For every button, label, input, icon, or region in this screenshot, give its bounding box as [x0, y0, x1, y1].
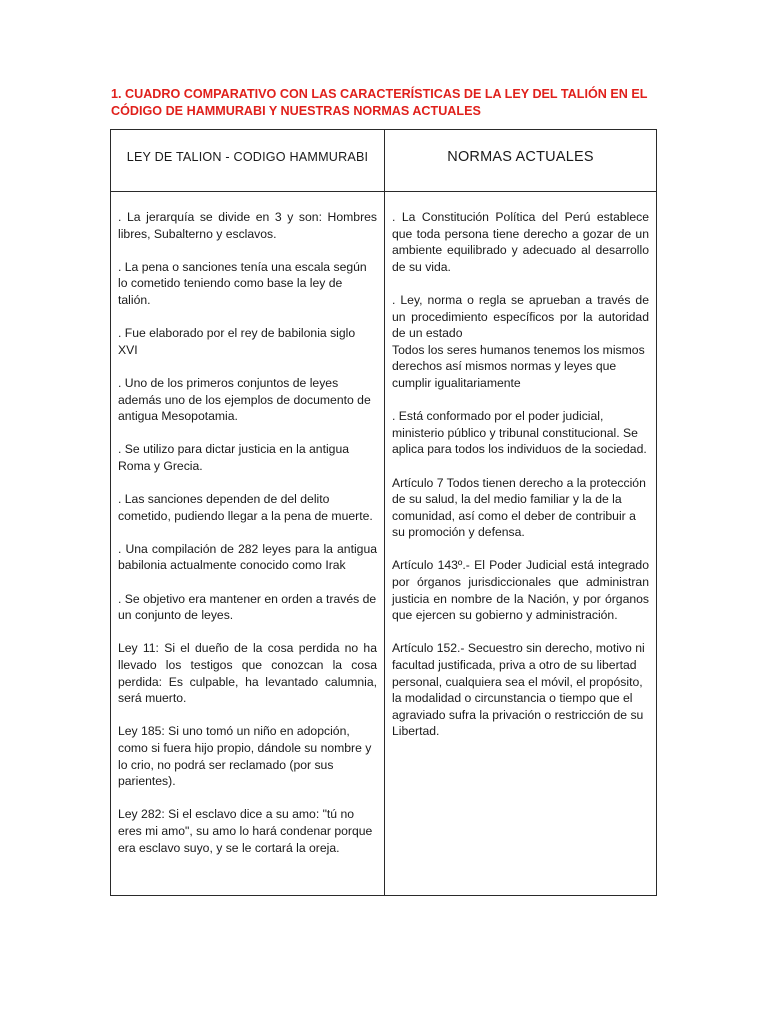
header-normas-actuales: NORMAS ACTUALES — [447, 149, 594, 165]
document-title: 1. CUADRO COMPARATIVO CON LAS CARACTERÍSTICAS DE LA LEY DEL TALIÓN EN EL CÓDIGO DE HAMMURABI Y NUESTRAS NORMAS ACTUALES — [111, 87, 648, 118]
list-item: Artículo 143º.- El Poder Judicial está integrado por órganos jurisdiccionales que administran justicia en nombre de la Nación, y por órganos que ejercen su gobierno y administración. — [392, 558, 649, 623]
list-item: . Fue elaborado por el rey de babilonia siglo XVI — [118, 326, 356, 357]
list-item: . Se utilizo para dictar justicia en la antigua Roma y Grecia. — [118, 442, 350, 473]
list-item: Ley 282: Si el esclavo dice a su amo: "tú no eres mi amo", su amo lo hará condenar porque era esclavo suyo, y se le cortará la oreja. — [118, 807, 373, 855]
column-divider — [384, 130, 385, 895]
list-item: . La jerarquía se divide en 3 y son: Hombres libres, Subalterno y esclavos. — [118, 210, 377, 241]
list-item: . Se objetivo era mantener en orden a través de un conjunto de leyes. — [118, 591, 377, 623]
column-normas-actuales — [392, 209, 649, 740]
list-item: Artículo 152.- Secuestro sin derecho, motivo ni facultad justificada, priva a otro de su libertad personal, cualquiera sea el móvil, el propósito, la modalidad o circunstancia o tiempo que el agraviado sufra la privación o restricción de su Libertad. — [392, 641, 645, 739]
list-item: Todos los seres humanos tenemos los mismos derechos así mismos normas y leyes que cumplir igualitariamente — [392, 342, 645, 390]
header-ley-talion: LEY DE TALION - CODIGO HAMMURABI — [126, 150, 369, 164]
list-item: . Está conformado por el poder judicial, ministerio público y tribunal constitucional. Se aplica para todos los individuos de la sociedad. — [392, 409, 647, 457]
comparison-table — [110, 129, 657, 896]
list-item: . Ley, norma o regla se aprueban a través de un procedimiento específicos por la autoridad de un estado — [392, 292, 649, 341]
list-item: . Una compilación de 282 leyes para la antigua babilonia actualmente conocido como Irak — [118, 541, 377, 573]
column-ley-talion — [118, 209, 377, 856]
header-divider — [111, 191, 656, 192]
list-item: Ley 185: Si uno tomó un niño en adopción, como si fuera hijo propio, dándole su nombre y lo crio, no podrá ser reclamado (por sus parientes). — [118, 724, 372, 789]
list-item: . La pena o sanciones tenía una escala según lo cometido teniendo como base la ley de talión. — [118, 259, 367, 307]
list-item: . Uno de los primeros conjuntos de leyes además uno de los ejemplos de documento de antigua Mesopotamia. — [118, 375, 371, 424]
list-item: . La Constitución Política del Perú establece que toda persona tiene derecho a gozar de un ambiente equilibrado y adecuado al desarrollo de su vida. — [392, 210, 649, 274]
list-item: . Las sanciones dependen de del delito cometido, pudiendo llegar a la pena de muerte. — [118, 492, 373, 523]
list-item: Artículo 7 Todos tienen derecho a la protección de su salud, la del medio familiar y la de la comunidad, así como el deber de contribuir a su promoción y defensa. — [392, 475, 646, 540]
list-item: Ley 11: Si el dueño de la cosa perdida no ha llevado los testigos que conozcan la cosa perdida: Es culpable, ha levantado calumnia, será muerto. — [118, 641, 377, 706]
